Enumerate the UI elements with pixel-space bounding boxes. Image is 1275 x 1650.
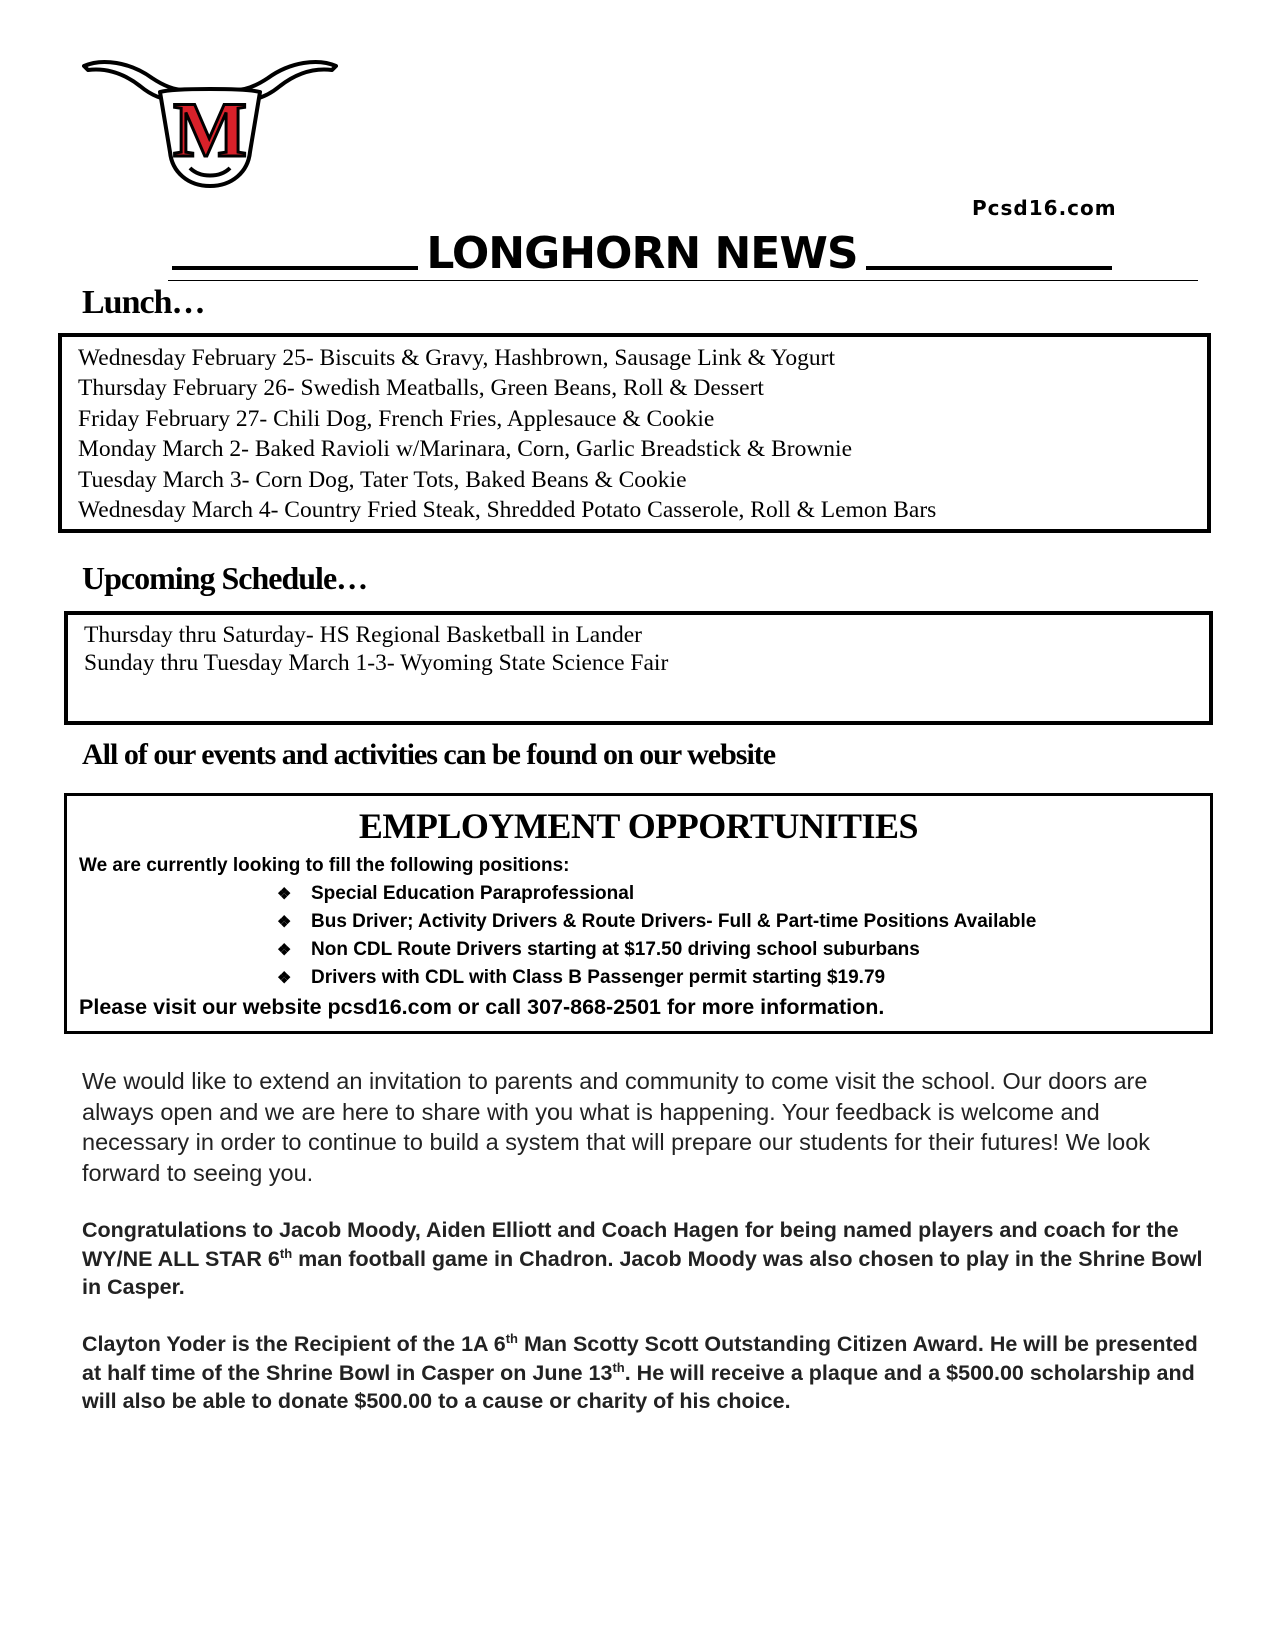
schedule-box bbox=[64, 611, 1213, 725]
employment-title: EMPLOYMENT OPPORTUNITIES bbox=[358, 806, 919, 846]
congratulations-paragraph: Congratulations to Jacob Moody, Aiden Elliott and Coach Hagen for being named players and coach for the WY/NE ALL STAR 6th man football game in Chadron. Jacob Moody was also chosen to play in the Shrine Bowl in Casper. bbox=[82, 1218, 1203, 1299]
invitation-paragraph: We would like to extend an invitation to parents and community to come visit the school. Our doors are always open and we are here to share with you what is happening. Your feedback is welcome and necessary in order to continue to build a system that will prepare our students for their futures! We look forward to seeing you. bbox=[82, 1068, 1151, 1186]
lunch-item: Friday February 27- Chili Dog, French Fries, Applesauce & Cookie bbox=[78, 405, 715, 432]
lunch-heading: Lunch… bbox=[82, 284, 205, 321]
masthead-underline-left bbox=[172, 266, 418, 270]
employment-contact: Please visit our website pcsd16.com or call 307-868-2501 for more information. bbox=[79, 995, 885, 1019]
position-item: ❖ Special Education Paraprofessional bbox=[277, 880, 1198, 908]
diamond-bullet-icon: ❖ bbox=[277, 942, 292, 959]
employment-intro: We are currently looking to fill the following positions: bbox=[79, 855, 570, 876]
lunch-item: Monday March 2- Baked Ravioli w/Marinara, Corn, Garlic Breadstick & Brownie bbox=[78, 436, 852, 463]
employment-box bbox=[64, 793, 1213, 1034]
lunch-item: Wednesday February 25- Biscuits & Gravy, Hashbrown, Sausage Link & Yogurt bbox=[78, 345, 835, 371]
masthead-underline-right bbox=[866, 266, 1112, 270]
lunch-item: Thursday February 26- Swedish Meatballs, Green Beans, Roll & Dessert bbox=[78, 375, 764, 402]
website-tag: Pcsd16.com bbox=[972, 196, 1117, 220]
diamond-bullet-icon: ❖ bbox=[277, 886, 292, 903]
lunch-item: Wednesday March 4- Country Fried Steak, Shredded Potato Casserole, Roll & Lemon Bars bbox=[78, 497, 937, 524]
masthead bbox=[172, 216, 1112, 279]
schedule-item: Sunday thru Tuesday March 1-3- Wyoming State Science Fair bbox=[84, 650, 669, 676]
website-note: All of our events and activities can be found on our website bbox=[82, 738, 776, 771]
masthead-rule bbox=[168, 280, 1198, 281]
lunch-menu-box bbox=[58, 333, 1211, 533]
diamond-bullet-icon: ❖ bbox=[277, 970, 292, 987]
logo-letter: M bbox=[173, 86, 247, 173]
schedule-heading: Upcoming Schedule… bbox=[82, 560, 368, 596]
award-paragraph: Clayton Yoder is the Recipient of the 1A 6th Man Scotty Scott Outstanding Citizen Award. He will be presented at half time of the Shrine Bowl in Casper on June 13th. He will receive a plaque and a $500.00 scholarship and will also be able to donate $500.00 to a cause or charity of his choice. bbox=[82, 1330, 1198, 1413]
diamond-bullet-icon: ❖ bbox=[277, 914, 292, 931]
position-item: ❖ Bus Driver; Activity Drivers & Route Drivers- Full & Part-time Positions Available bbox=[277, 908, 1198, 936]
newsletter-title: LONGHORN NEWS bbox=[426, 228, 858, 279]
positions-list bbox=[79, 880, 1198, 992]
position-item: ❖ Drivers with CDL with Class B Passenger permit starting $19.79 bbox=[277, 964, 1198, 992]
schedule-item: Thursday thru Saturday- HS Regional Basketball in Lander bbox=[84, 622, 642, 648]
position-item: ❖ Non CDL Route Drivers starting at $17.50 driving school suburbans bbox=[277, 936, 1198, 964]
longhorn-logo bbox=[82, 56, 338, 192]
lunch-item: Tuesday March 3- Corn Dog, Tater Tots, Baked Beans & Cookie bbox=[78, 466, 687, 493]
